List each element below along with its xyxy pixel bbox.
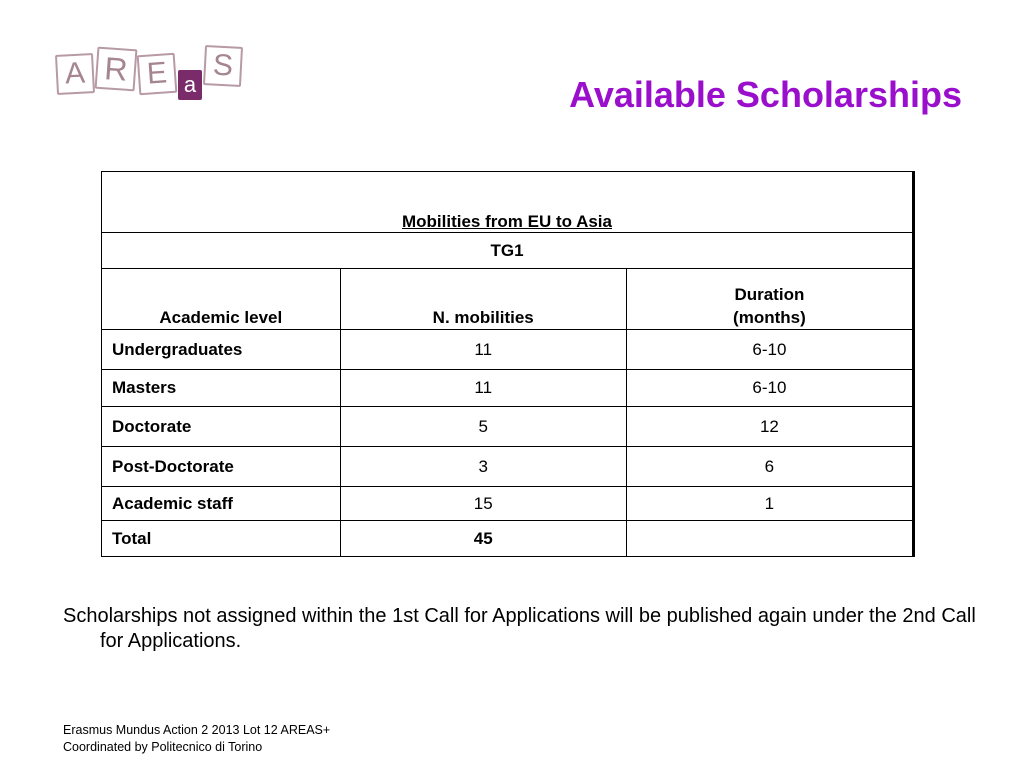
- table-row: [102, 330, 914, 370]
- table-group-row: [102, 233, 914, 269]
- table-caption: Mobilities from EU to Asia: [102, 172, 914, 233]
- logo-letter: a: [183, 72, 197, 97]
- cell-level: Academic staff: [102, 487, 341, 521]
- header-duration: [626, 269, 913, 330]
- logo-letter: S: [212, 48, 234, 83]
- cell-duration: 6-10: [626, 330, 913, 370]
- table-row: [102, 487, 914, 521]
- scholarships-table: [101, 171, 915, 557]
- footer-line-2: Coordinated by Politecnico di Torino: [63, 740, 263, 754]
- cell-mobilities: 15: [340, 487, 626, 521]
- logo-letter: E: [145, 56, 169, 91]
- cell-level: Undergraduates: [102, 330, 341, 370]
- cell-mobilities: 11: [340, 370, 626, 407]
- cell-level: Post-Doctorate: [102, 447, 341, 487]
- table-row: [102, 407, 914, 447]
- page-title: Available Scholarships: [569, 74, 962, 115]
- table-row: [102, 370, 914, 407]
- logo-tile-r: [95, 47, 138, 92]
- cell-mobilities: 5: [340, 407, 626, 447]
- logo-tile-a-small: [178, 70, 202, 100]
- logo-letter: A: [64, 56, 86, 91]
- footer-line-1: Erasmus Mundus Action 2 2013 Lot 12 AREAS+: [63, 723, 331, 737]
- cell-duration: 1: [626, 487, 913, 521]
- header-duration-line1: Duration: [734, 285, 805, 304]
- table-row: [102, 447, 914, 487]
- logo-tile-e: [137, 53, 178, 96]
- cell-duration: 6-10: [626, 370, 913, 407]
- table-header-row: [102, 269, 914, 330]
- logo-letter: R: [103, 49, 129, 88]
- cell-level: Doctorate: [102, 407, 341, 447]
- cell-level: Masters: [102, 370, 341, 407]
- header-duration-line2: (months): [733, 308, 806, 327]
- total-label: Total: [102, 521, 341, 557]
- logo-tile-s: [203, 45, 243, 87]
- scholarship-note: Scholarships not assigned within the 1st Call for Applications will be published again under the 2nd Call for Applications.: [63, 605, 976, 652]
- table-caption-row: [102, 172, 914, 233]
- cell-duration: 12: [626, 407, 913, 447]
- cell-duration: 6: [626, 447, 913, 487]
- header-academic-level: Academic level: [102, 269, 341, 330]
- areas-logo: [56, 44, 246, 102]
- logo-tile-a: [55, 53, 95, 95]
- cell-mobilities: 3: [340, 447, 626, 487]
- table-group: TG1: [102, 233, 914, 269]
- table-total-row: [102, 521, 914, 557]
- total-duration: [626, 521, 913, 557]
- cell-mobilities: 11: [340, 330, 626, 370]
- total-mobilities: 45: [340, 521, 626, 557]
- header-n-mobilities: N. mobilities: [340, 269, 626, 330]
- footer: [63, 722, 330, 756]
